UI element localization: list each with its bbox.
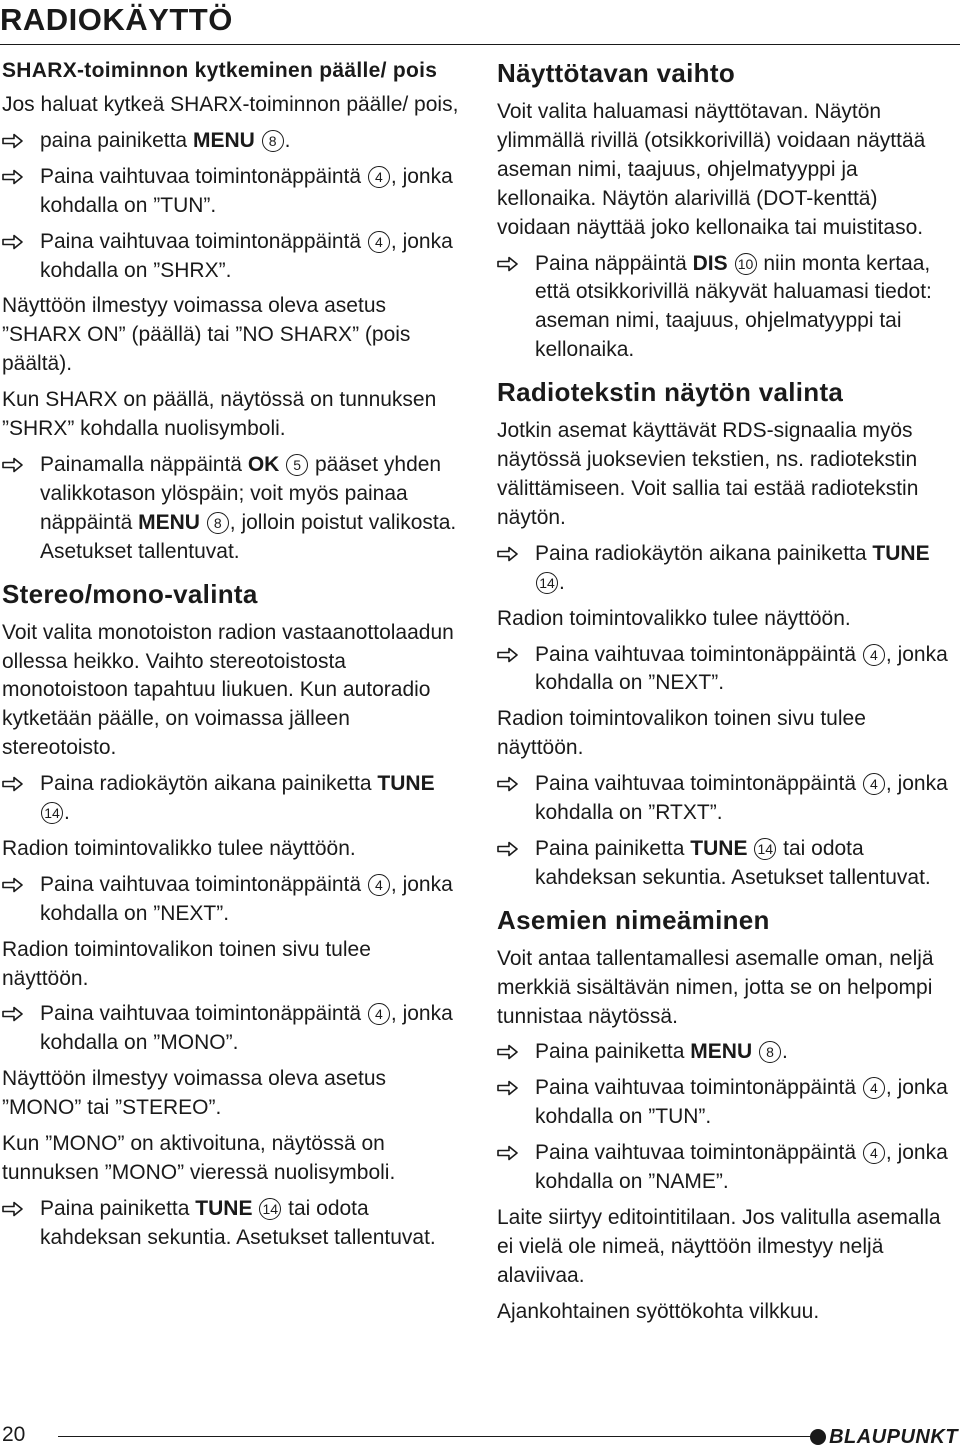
step-text: Paina vaihtuvaa toimintonäppäintä bbox=[40, 1002, 367, 1026]
footer-rule bbox=[58, 1436, 818, 1437]
key-number-badge: 4 bbox=[863, 644, 885, 666]
step-text: Paina vaihtuvaa toimintonäppäintä bbox=[535, 1076, 862, 1100]
step-text: Paina painiketta bbox=[535, 1040, 691, 1064]
key-number-badge: 8 bbox=[262, 130, 284, 152]
brand-dot-icon bbox=[810, 1429, 826, 1445]
step-text: Paina vaihtuvaa toimintonäppäintä bbox=[40, 872, 367, 896]
step-text: , jonka kohdalla on ”SHRX”. bbox=[40, 229, 453, 282]
step-text: Paina vaihtuvaa toimintonäppäintä bbox=[535, 642, 862, 666]
left-column bbox=[2, 56, 460, 1260]
brand-logo bbox=[810, 1424, 958, 1450]
page-number: 20 bbox=[2, 1423, 26, 1446]
button-name: MENU bbox=[690, 1040, 753, 1064]
instruction-step bbox=[497, 250, 955, 366]
step-text: Paina painiketta bbox=[535, 836, 691, 860]
arrow-icon bbox=[497, 253, 519, 275]
paragraph: Kun SHARX on päällä, näytössä on tunnuksen ”SHRX” kohdalla nuolisymboli. bbox=[2, 388, 437, 441]
key-number-badge: 4 bbox=[368, 874, 390, 896]
instruction-step bbox=[2, 1195, 460, 1253]
section-heading-stereo-mono: Stereo/mono-valinta bbox=[2, 578, 258, 609]
instruction-step bbox=[2, 127, 460, 156]
step-text: Paina radiokäytön aikana painiketta bbox=[535, 541, 873, 565]
arrow-icon bbox=[2, 874, 24, 896]
paragraph: Radion toimintovalikko tulee näyttöön. bbox=[497, 606, 851, 630]
arrow-icon bbox=[2, 1003, 24, 1025]
instruction-step bbox=[497, 1139, 955, 1197]
key-number-badge: 14 bbox=[259, 1198, 281, 1220]
key-number-badge: 14 bbox=[536, 572, 558, 594]
paragraph: Kun ”MONO” on aktivoituna, näytössä on tunnuksen ”MONO” vieressä nuolisymboli. bbox=[2, 1132, 396, 1184]
step-text: . bbox=[284, 128, 291, 152]
paragraph: Laite siirtyy editointitilaan. Jos valitulla asemalla ei vielä ole nimeä, näyttöön ilmestyy neljä alaviivaa. bbox=[497, 1206, 941, 1287]
paragraph: Jos haluat kytkeä SHARX-toiminnon päälle/ pois, bbox=[2, 93, 459, 116]
paragraph: Voit valita haluamasi näyttötavan. Näytön ylimmällä rivillä (otsikkorivillä) voidaan näyttää aseman nimi, taajuus, ohjelmatyyppi ja kellonaika. Näytön alarivillä (DOT-kenttä) voidaan näyttää joko kellonaika tai muistitaso. bbox=[497, 100, 926, 239]
section-heading-sharx: SHARX-toiminnon kytkeminen päälle/ pois bbox=[2, 59, 438, 82]
step-text: , jonka kohdalla on ”MONO”. bbox=[40, 1002, 453, 1055]
key-number-badge: 4 bbox=[863, 1142, 885, 1164]
section-heading-station-naming: Asemien nimeäminen bbox=[497, 904, 770, 935]
step-text: pääset yhden valikkotason ylöspäin; voit myös painaa näppäintä bbox=[40, 452, 442, 534]
step-text: Paina painiketta bbox=[40, 1196, 196, 1220]
paragraph: Näyttöön ilmestyy voimassa oleva asetus ”SHARX ON” (päällä) tai ”NO SHARX” (pois päältä). bbox=[2, 294, 411, 376]
arrow-icon bbox=[497, 644, 519, 666]
key-number-badge: 4 bbox=[368, 1003, 390, 1025]
instruction-step bbox=[2, 770, 460, 828]
button-name: TUNE bbox=[872, 541, 930, 565]
section-heading-radiotext: Radiotekstin näytön valinta bbox=[497, 377, 844, 408]
arrow-icon bbox=[2, 130, 24, 152]
paragraph: Jotkin asemat käyttävät RDS-signaalia myös näytössä juoksevien tekstien, ns. radiotekstin välittämiseen. Voit sallia tai estää radiotekstin näytön. bbox=[497, 419, 919, 529]
step-text: , jonka kohdalla on ”NEXT”. bbox=[535, 642, 948, 695]
arrow-icon bbox=[497, 773, 519, 795]
key-number-badge: 10 bbox=[735, 253, 757, 275]
arrow-icon bbox=[497, 543, 519, 565]
key-number-badge: 4 bbox=[863, 773, 885, 795]
step-text: Paina vaihtuvaa toimintonäppäintä bbox=[40, 229, 367, 253]
key-number-badge: 4 bbox=[863, 1077, 885, 1099]
step-text: Paina näppäintä bbox=[535, 251, 693, 275]
instruction-step bbox=[497, 835, 955, 893]
step-text: tai odota kahdeksan sekuntia. Asetukset tallentuvat. bbox=[535, 836, 931, 889]
instruction-step bbox=[497, 1038, 955, 1067]
step-text: , jonka kohdalla on ”TUN”. bbox=[535, 1076, 948, 1129]
paragraph: Voit antaa tallentamallesi asemalle oman, neljä merkkiä sisältävän nimen, jotta se on helpompi tunnistaa näytössä. bbox=[497, 946, 934, 1028]
right-column bbox=[497, 56, 955, 1334]
step-text: Paina vaihtuvaa toimintonäppäintä bbox=[535, 1141, 862, 1165]
arrow-icon bbox=[2, 166, 24, 188]
step-text: . bbox=[781, 1040, 788, 1064]
button-name: TUNE bbox=[195, 1196, 253, 1220]
step-text: paina painiketta bbox=[40, 128, 193, 152]
header-rule bbox=[0, 44, 960, 45]
paragraph: Näyttöön ilmestyy voimassa oleva asetus ”MONO” tai ”STEREO”. bbox=[2, 1067, 386, 1120]
button-name: MENU bbox=[138, 510, 200, 534]
instruction-step bbox=[497, 540, 955, 598]
instruction-step bbox=[497, 641, 955, 699]
paragraph: Ajankohtainen syöttökohta vilkkuu. bbox=[497, 1299, 820, 1323]
arrow-icon bbox=[497, 1077, 519, 1099]
button-name: MENU bbox=[192, 128, 255, 152]
arrow-icon bbox=[497, 1142, 519, 1164]
arrow-icon bbox=[2, 1198, 24, 1220]
paragraph: Radion toimintovalikko tulee näyttöön. bbox=[2, 836, 356, 860]
key-number-badge: 8 bbox=[759, 1041, 781, 1063]
step-text: niin monta kertaa, että otsikkorivillä näkyvät haluamasi tiedot: aseman nimi, taajuus, ohjelmatyyppi tai kellonaika. bbox=[535, 251, 932, 362]
instruction-step bbox=[497, 770, 955, 828]
step-text: , jonka kohdalla on ”TUN”. bbox=[40, 164, 453, 217]
button-name: OK bbox=[247, 452, 280, 476]
paragraph: Radion toimintovalikon toinen sivu tulee näyttöön. bbox=[2, 937, 371, 990]
button-name: TUNE bbox=[690, 836, 748, 860]
key-number-badge: 14 bbox=[754, 838, 776, 860]
step-text: . bbox=[559, 570, 565, 594]
arrow-icon bbox=[497, 1041, 519, 1063]
step-text: Paina vaihtuvaa toimintonäppäintä bbox=[535, 772, 862, 796]
step-text: , jonka kohdalla on ”RTXT”. bbox=[535, 772, 948, 825]
brand-name: BLAUPUNKT bbox=[829, 1426, 958, 1448]
key-number-badge: 4 bbox=[368, 231, 390, 253]
page-title: RADIOKÄYTTÖ bbox=[0, 2, 233, 37]
arrow-icon bbox=[2, 231, 24, 253]
key-number-badge: 4 bbox=[368, 166, 390, 188]
button-name: TUNE bbox=[377, 772, 435, 796]
arrow-icon bbox=[2, 454, 24, 476]
section-heading-display-mode: Näyttötavan vaihto bbox=[497, 58, 736, 88]
step-text: . bbox=[64, 801, 70, 825]
instruction-step bbox=[2, 451, 460, 567]
instruction-step bbox=[2, 1000, 460, 1058]
arrow-icon bbox=[497, 838, 519, 860]
instruction-step bbox=[2, 228, 460, 286]
key-number-badge: 8 bbox=[207, 512, 229, 534]
button-name: DIS bbox=[692, 251, 728, 275]
key-number-badge: 5 bbox=[286, 454, 308, 476]
step-text: , jonka kohdalla on ”NAME”. bbox=[535, 1141, 948, 1194]
instruction-step bbox=[2, 163, 460, 221]
key-number-badge: 14 bbox=[41, 802, 63, 824]
arrow-icon bbox=[2, 773, 24, 795]
step-text: Paina vaihtuvaa toimintonäppäintä bbox=[40, 164, 367, 188]
step-text: Paina radiokäytön aikana painiketta bbox=[40, 772, 378, 796]
instruction-step bbox=[497, 1074, 955, 1132]
paragraph: Voit valita monotoiston radion vastaanottolaadun ollessa heikko. Vaihto stereotoistosta monotoistoon tapahtuu liukuen. Kun autoradio kytketään päälle, on voimassa jälleen stereotoisto. bbox=[2, 620, 454, 760]
step-text: tai odota kahdeksan sekuntia. Asetukset tallentuvat. bbox=[40, 1196, 436, 1249]
instruction-step bbox=[2, 871, 460, 929]
step-text: , jolloin poistut valikosta. Asetukset tallentuvat. bbox=[40, 510, 457, 563]
step-text: , jonka kohdalla on ”NEXT”. bbox=[40, 872, 453, 925]
paragraph: Radion toimintovalikon toinen sivu tulee näyttöön. bbox=[497, 707, 866, 760]
step-text: Painamalla näppäintä bbox=[40, 452, 248, 476]
